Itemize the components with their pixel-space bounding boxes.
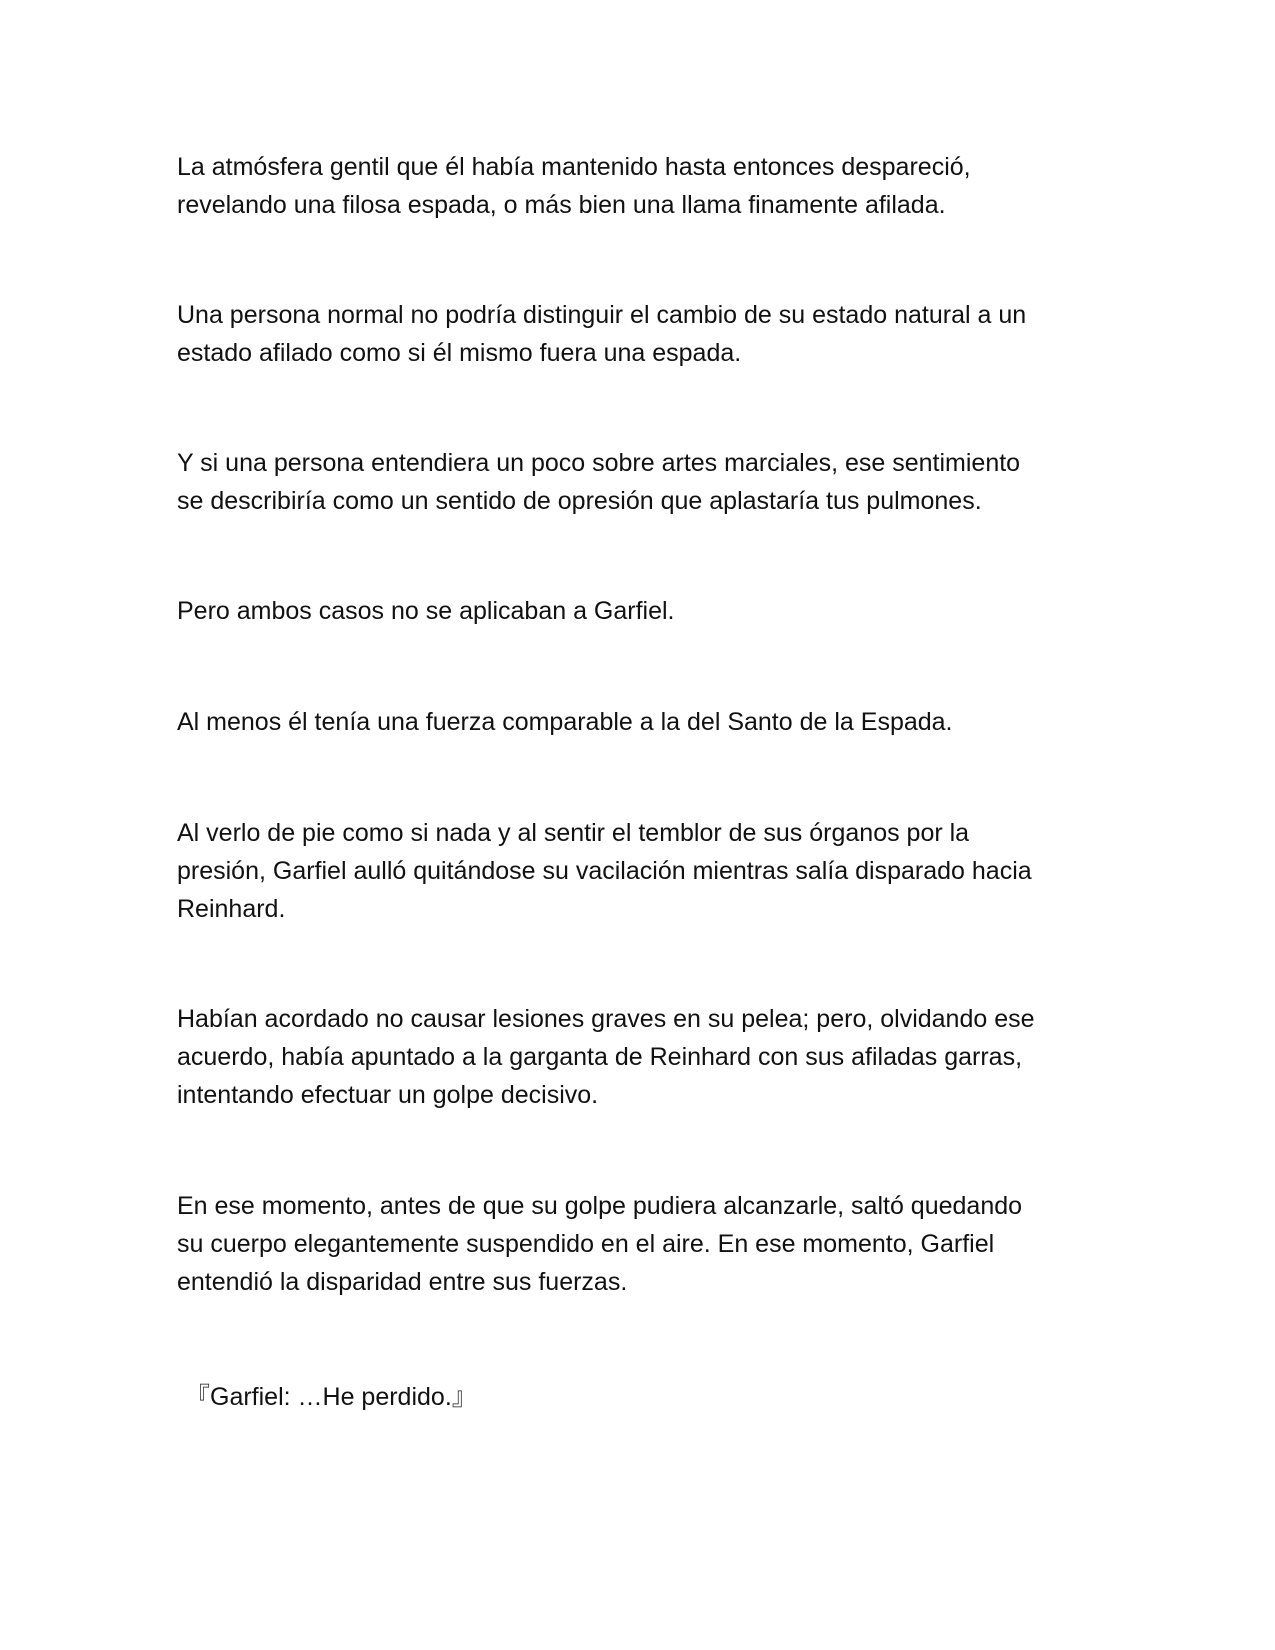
paragraph-3: Y si una persona entendiera un poco sobre artes marciales, ese sentimiento se describiría como un sentido de opresión que aplastaría tus pulmones. [177,449,1021,515]
paragraph-5: Al menos él tenía una fuerza comparable a la del Santo de la Espada. [177,708,953,736]
paragraph-6: Al verlo de pie como si nada y al sentir el temblor de sus órganos por la presión, Garfiel aulló quitándose su vacilación mientras salía disparado hacia Reinhard. [177,819,1032,923]
paragraph-1: La atmósfera gentil que él había mantenido hasta entonces despareció, revelando una filosa espada, o más bien una llama finamente afilada. [177,153,971,219]
paragraph-4: Pero ambos casos no se aplicaban a Garfiel. [177,597,675,625]
dialogue-line: 『Garfiel: …He perdido.』 [185,1383,477,1411]
paragraph-2: Una persona normal no podría distinguir el cambio de su estado natural a un estado afilado como si él mismo fuera una espada. [177,301,1027,367]
paragraph-8: En ese momento, antes de que su golpe pudiera alcanzarle, saltó quedando su cuerpo elegantemente suspendido en el aire. En ese momento, Garfiel entendió la disparidad entre sus fuerzas. [177,1192,1023,1296]
paragraph-7: Habían acordado no causar lesiones graves en su pelea; pero, olvidando ese acuerdo, había apuntado a la garganta de Reinhard con sus afiladas garras, intentando efectuar un golpe decisivo. [177,1005,1035,1109]
